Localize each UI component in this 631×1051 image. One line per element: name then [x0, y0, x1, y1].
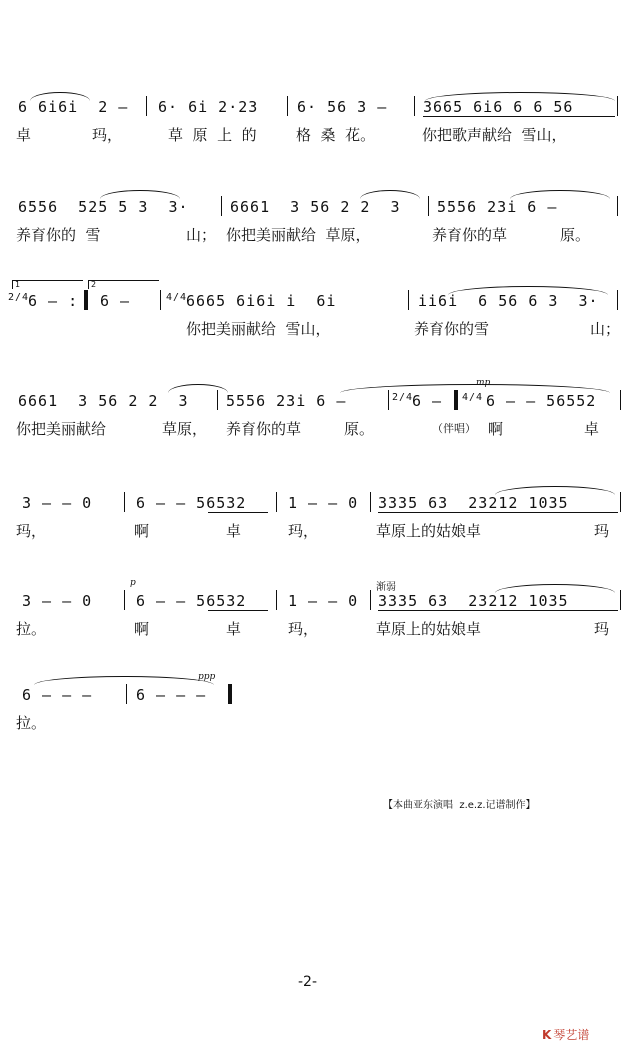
notes-line — [0, 578, 631, 612]
measure: 5556 23i 6 — — [437, 198, 558, 216]
barline — [160, 290, 161, 310]
lyrics-line — [0, 712, 631, 732]
measure: 1 — — 0 — [288, 494, 359, 512]
lyric: 玛， — [92, 126, 123, 144]
score-credit: 【本曲亚东演唱 z.e.z.记谱制作】 — [383, 800, 536, 811]
logo-text: 琴艺谱 — [553, 1028, 590, 1042]
barline — [217, 390, 218, 410]
barline — [620, 390, 621, 410]
lyric: 养育你的草 — [432, 226, 508, 244]
measure: 3335 63 23212 1035 — [378, 494, 569, 512]
measure: 6 6i6i 2 — — [18, 98, 129, 116]
notes-line — [0, 184, 631, 218]
lyric: 你把美丽献给 — [16, 420, 107, 438]
lyric: 你把美丽献给 雪山， — [186, 320, 331, 338]
measure: 3 — — 0 — [22, 592, 93, 610]
page-number: -2- — [298, 974, 318, 990]
volta-1: 1 — [12, 280, 83, 289]
measure: 6 — — — — [22, 686, 93, 704]
beam-underline — [423, 116, 615, 117]
time-signature: 2/4 — [8, 292, 30, 303]
final-barline — [228, 684, 232, 704]
lyrics-line — [0, 224, 631, 244]
lyric: 卓 — [16, 126, 32, 144]
notes-line — [0, 84, 631, 118]
measure: 3665 6i6 6 6 56 — [423, 98, 574, 116]
lyric: 玛 — [594, 620, 610, 638]
barline — [276, 590, 277, 610]
system-3 — [0, 278, 631, 368]
measure: 1 — — 0 — [288, 592, 359, 610]
measure: 6 — — 56552 — [486, 392, 597, 410]
measure: 6661 3 56 2 2 3 — [18, 392, 189, 410]
lyric: 草 原 上 的 — [168, 126, 257, 144]
beam-underline — [208, 610, 268, 611]
barline — [388, 390, 389, 410]
measure: 6665 6i6i i 6i — [186, 292, 337, 310]
lyric: 养育你的草 — [226, 420, 302, 438]
volta-2: 2 — [88, 280, 159, 289]
measure: 6661 3 56 2 2 3 — [230, 198, 401, 216]
lyric: 拉。 — [16, 714, 47, 732]
barline — [617, 96, 618, 116]
system-2 — [0, 184, 631, 274]
notes-line — [0, 672, 631, 706]
barline — [370, 492, 371, 512]
measure: ii6i 6 56 6 3 3· — [418, 292, 599, 310]
lyric: 养育你的雪 — [414, 320, 490, 338]
lyric: 玛， — [16, 522, 47, 540]
time-signature: 2/4 — [392, 392, 414, 403]
lyric: 玛 — [594, 522, 610, 540]
system-4 — [0, 378, 631, 468]
lyric: 卓 — [584, 420, 600, 438]
lyric: 原。 — [344, 420, 375, 438]
lyric: 啊 — [134, 522, 150, 540]
lyric: 山； — [186, 226, 217, 244]
barline — [617, 290, 618, 310]
lyric: 你把歌声献给 雪山， — [422, 126, 567, 144]
beam-underline — [378, 512, 618, 513]
barline — [146, 96, 147, 116]
measure: 6 — — [412, 392, 443, 410]
system-6 — [0, 578, 631, 668]
barline — [221, 196, 222, 216]
measure: 3335 63 23212 1035 — [378, 592, 569, 610]
lyric: 啊 — [488, 420, 504, 438]
lyrics-line — [0, 520, 631, 540]
notes-line — [0, 480, 631, 514]
lyric: 原。 — [560, 226, 591, 244]
barline — [617, 196, 618, 216]
system-5 — [0, 480, 631, 570]
lyric: 卓 — [226, 522, 242, 540]
lyric: 草原， — [162, 420, 208, 438]
lyric: 玛， — [288, 522, 319, 540]
barline — [620, 492, 621, 512]
dynamic-marking: mp — [476, 378, 491, 388]
lyrics-line — [0, 618, 631, 638]
lyric: 拉。 — [16, 620, 47, 638]
measure: 6 — : — [28, 292, 79, 310]
barline — [428, 196, 429, 216]
measure: 3 — — 0 — [22, 494, 93, 512]
dynamic-marking: p — [130, 578, 136, 588]
beam-underline — [208, 512, 268, 513]
lyrics-line — [0, 418, 631, 438]
measure: 6 — — 56532 — [136, 592, 247, 610]
repeat-barline — [84, 290, 88, 310]
tempo-marking: 渐弱 — [376, 582, 396, 593]
lyric: （伴唱） — [432, 422, 476, 435]
measure: 6 — — 56532 — [136, 494, 247, 512]
double-barline — [454, 390, 458, 410]
barline — [408, 290, 409, 310]
measure: 6 — — [100, 292, 131, 310]
barline — [620, 590, 621, 610]
measure: 6 — — — — [136, 686, 207, 704]
barline — [414, 96, 415, 116]
lyric: 玛， — [288, 620, 319, 638]
notes-line — [0, 278, 631, 312]
lyrics-line — [0, 318, 631, 338]
notes-line — [0, 378, 631, 412]
system-1 — [0, 84, 631, 174]
barline — [124, 492, 125, 512]
lyric: 养育你的 雪 — [16, 226, 101, 244]
barline — [287, 96, 288, 116]
measure: 6· 56 3 — — [297, 98, 388, 116]
lyric: 卓 — [226, 620, 242, 638]
lyric: 格 桑 花。 — [296, 126, 376, 144]
time-signature: 4/4 — [166, 292, 188, 303]
lyrics-line — [0, 124, 631, 144]
time-signature: 4/4 — [462, 392, 484, 403]
system-7 — [0, 672, 631, 762]
beam-underline — [378, 610, 618, 611]
barline — [276, 492, 277, 512]
lyric: 草原上的姑娘卓 — [376, 522, 482, 540]
barline — [126, 684, 127, 704]
site-logo — [542, 1026, 589, 1043]
measure: 5556 23i 6 — — [226, 392, 347, 410]
lyric: 你把美丽献给 草原， — [226, 226, 371, 244]
dynamic-marking: ppp — [198, 672, 216, 682]
measure: 6556 525 5 3 3· — [18, 198, 189, 216]
barline — [124, 590, 125, 610]
lyric: 啊 — [134, 620, 150, 638]
barline — [370, 590, 371, 610]
measure: 6· 6i 2·23 — [158, 98, 259, 116]
logo-icon: K — [542, 1028, 552, 1042]
lyric: 山； — [590, 320, 621, 338]
lyric: 草原上的姑娘卓 — [376, 620, 482, 638]
